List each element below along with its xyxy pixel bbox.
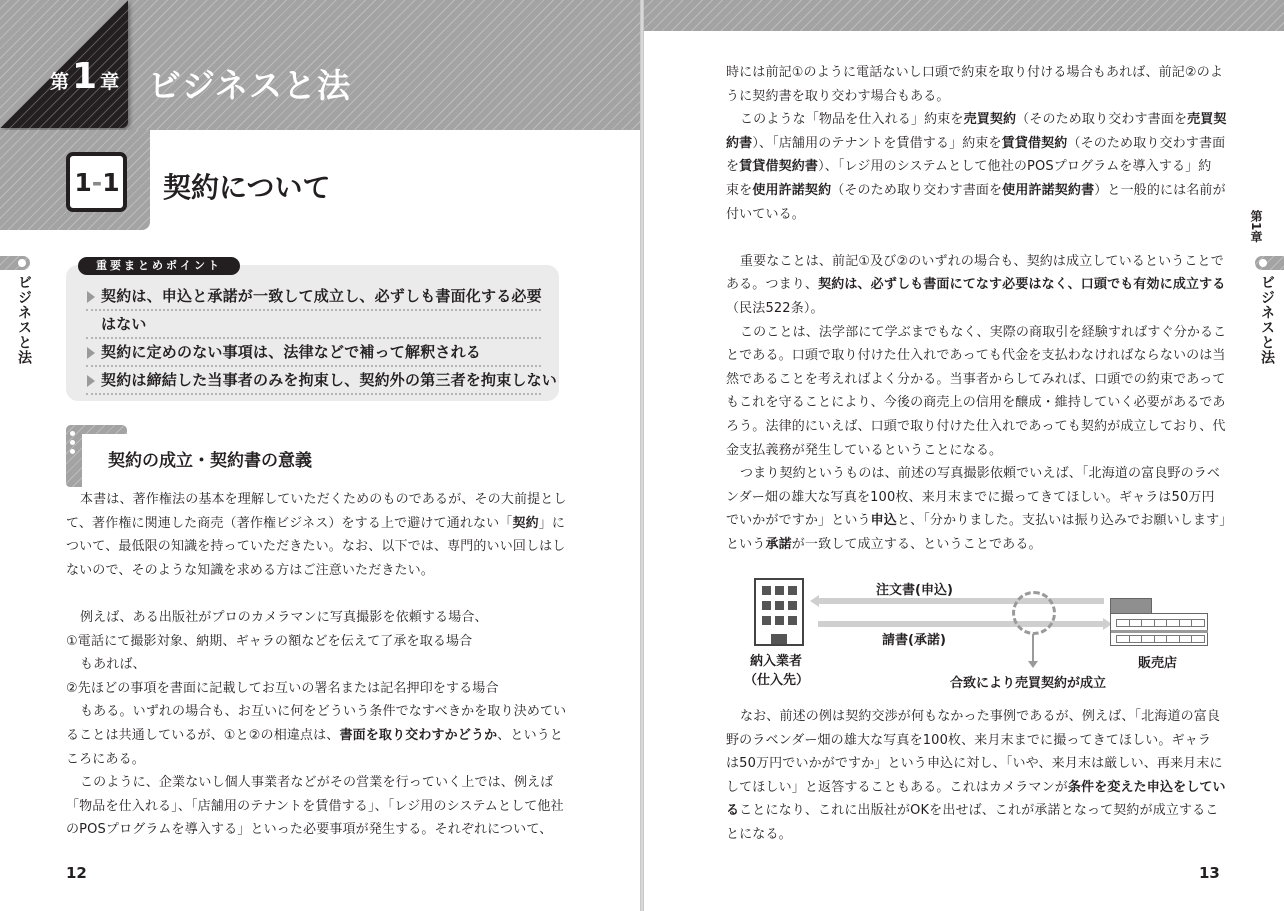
side-index-tab [1255,256,1284,270]
store-label: 販売店 [1138,656,1178,671]
chapter-title: ビジネスと法 [148,66,352,105]
page-number: 12 [66,864,87,882]
agreement-label: 合致により売買契約が成立 [950,676,1107,691]
summary-item-continuation: はない [86,311,541,339]
summary-list [86,283,558,395]
triangle-bullet-icon [87,375,95,387]
summary-badge: 重要まとめポイント [78,257,240,275]
section-title: 契約について [163,171,331,204]
order-arrow-icon [818,598,1104,604]
triangle-bullet-icon [87,347,95,359]
subheading-title: 契約の成立・契約書の意義 [108,451,312,471]
body-text-continued: なお、前述の例は契約交渉が何もなかった事例であるが、例えば、「北海道の富良 野のラベンダー畑の雄大な写真を100枚、来月末までに撮ってきてほしい。ギャラ は50万円でいかがですか」という申込に対し、「いや、来月末は厳しい、再来月末に してほしい」と返答することもある。これはカメラマンが条件を変えた申込をしてい ることになり、これに出版社がOKを出せば、これが承諾となって契約が成立するこ とになる。 [726,709,1226,842]
section-number-badge: 1 - 1 [66,152,127,212]
acceptance-arrow-label: 請書(承諾) [882,633,946,648]
body-text: 本書は、著作権法の基本を理解していただくためのものであるが、その大前提とし て、著作権に関連した商売（著作権ビジネス）をする上で避けて通れない「契約」に ついて、最低限の知識を持っていただきたい。なお、以下では、専門的いい回しはし ないので、そのような知識を求める方はご注意いただきたい。 例えば、ある出版社がプロのカメラマンに写真撮影を依頼する場合、 ①電話にて撮影対象、納期、ギャラの額などを伝えて了承を取る場合 もあれば、 ②先ほどの事項を書面に記載してお互いの署名または記名押印をする場合 もある。いずれの場合も、お互いに何をどういう条件でなすべきかを取り決めてい ることは共通しているが、①と②の相違点は、書面を取り交わすかどうか、というと ころにある。 このように、企業ないし個人事業者などがその営業を行っていく上では、例えば 「物品を仕入れる」、「店舗用のテナントを賃借する」、「レジ用のシステムとして他社 のPOSプログラムを導入する」といった必要事項が発生する。それぞれについて、 [66,492,567,838]
agreement-circle-icon [1012,591,1056,635]
triangle-bullet-icon [87,291,95,303]
right-page [643,0,1284,911]
side-chapter-label: ビジネスと法 [16,275,32,365]
summary-item: 契約に定めのない事項は、法律などで補って解釈される [86,339,541,367]
contract-diagram [730,572,1220,692]
supplier-sublabel: （仕入先） [744,673,810,688]
side-index-tab [0,256,30,270]
order-arrow-label: 注文書(申込) [876,583,953,598]
supplier-building-icon [754,578,804,646]
page-number: 13 [1199,864,1220,882]
side-chapter-label: ビジネスと法 [1259,275,1275,365]
store-building-icon [1110,598,1208,646]
acceptance-arrow-icon [818,621,1104,627]
summary-item: 契約は締結した当事者のみを拘束し、契約外の第三者を拘束しない [86,367,541,395]
supplier-label: 納入業者 [750,654,803,669]
page-header-band [644,0,1284,31]
side-chapter-number: 第1章 [1249,210,1263,243]
summary-item: 契約は、申込と承諾が一致して成立し、必ずしも書面化する必要 [86,283,541,311]
chapter-number-label: 第 1 章 [50,56,120,97]
down-arrow-icon [1032,634,1034,662]
left-page [0,0,641,911]
body-text: 時には前記①のように電話ないし口頭で約束を取り付ける場合もあれば、前記②のよ うに契約書を取り交わす場合もある。 このような「物品を仕入れる」約束を売買契約（そのため取り交わす書面を売買契 約書）、「店舗用のテナントを賃借する」約束を賃貸借契約（そのため取り交わす書面 を賃貸借契約書）、「レジ用のシステムとして他社のPOSプログラムを導入する」約 束を使用許諾契約（そのため取り交わす書面を使用許諾契約書）と一般的には名前が 付いている。 重要なことは、前記①及び②のいずれの場合も、契約は成立しているということで ある。つまり、契約は、必ずしも書面にてなす必要はなく、口頭でも有効に成立する （民法522条）。 このことは、法学部にて学ぶまでもなく、実際の商取引を経験すればすぐ分かるこ とである。口頭で取り付けた仕入れであっても代金を支払わなければならないのは当 然であることを考えればよく分かる。当事者からしてみれば、口頭での約束であって もこれを守ることにより、今後の商売上の信用を醸成・維持していく必要があるであ ろう。法律的にいえば、口頭で取り付けた仕入れであっても契約が成立しており、代 金支払義務が発生しているということになる。 つまり契約というものは、前述の写真撮影依頼でいえば、「北海道の富良野のラベ ンダー畑の雄大な写真を100枚、来月末までに撮ってきてほしい。ギャラは50万円 でいかがですか」という申込と、「分かりました。支払いは振り込みでお願いします」 という承諾が一致して成立する、ということである。 [726,65,1233,552]
